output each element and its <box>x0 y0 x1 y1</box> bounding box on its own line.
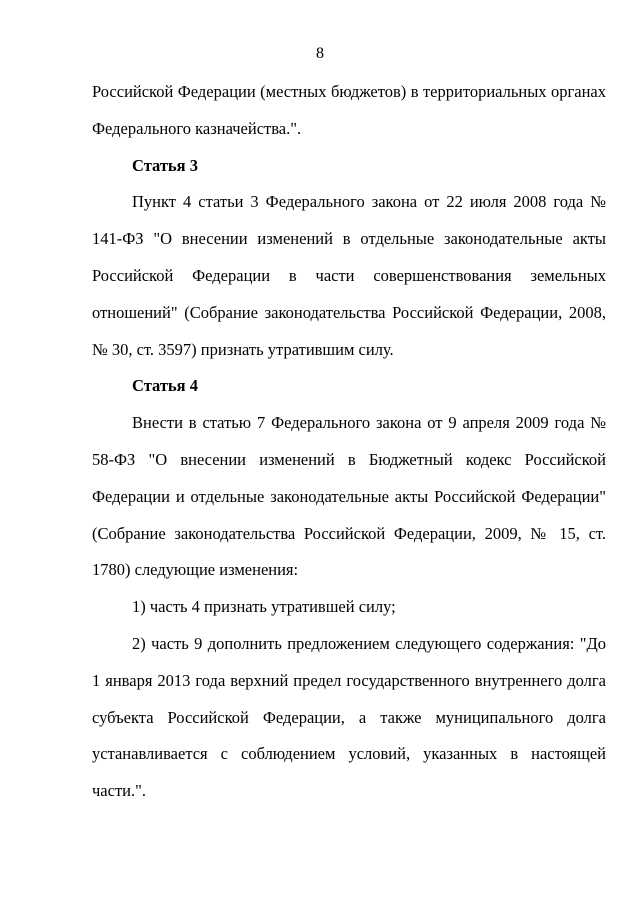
article-3-paragraph: Пункт 4 статьи 3 Федерального закона от 22 июля 2008 года № 141-ФЗ "О внесении изменений в отдельные законодательные акты Российской Федерации в части совершенствования земельных отношений" (Собрание законодательства Российской Федерации, 2008, № 30, ст. 3597) признать утратившим силу. <box>92 192 606 359</box>
article-3-heading: Статья 3 <box>132 155 198 175</box>
article-4-heading: Статья 4 <box>132 376 198 396</box>
list-item-1: 1) часть 4 признать утратившей силу; <box>132 597 396 617</box>
paragraph-continuation: Российской Федерации (местных бюджетов) в территориальных органах Федерального казначейства.". <box>92 82 606 138</box>
page-number: 8 <box>316 45 324 62</box>
article-4-paragraph: Внести в статью 7 Федерального закона от 9 апреля 2009 года № 58-ФЗ "О внесении изменений в Бюджетный кодекс Российской Федерации и отдельные законодательные акты Российской Федерации" (Собрание законодательства Российской Федерации, 2009, № 15, ст. 1780) следующие изменения: <box>92 413 606 580</box>
document-body <box>92 74 606 810</box>
list-item-2: 2) часть 9 дополнить предложением следующего содержания: "До 1 января 2013 года верхний предел государственного внутреннего долга субъекта Российской Федерации, а также муниципального долга устанавливается с соблюдением условий, указанных в настоящей части.". <box>92 633 606 801</box>
